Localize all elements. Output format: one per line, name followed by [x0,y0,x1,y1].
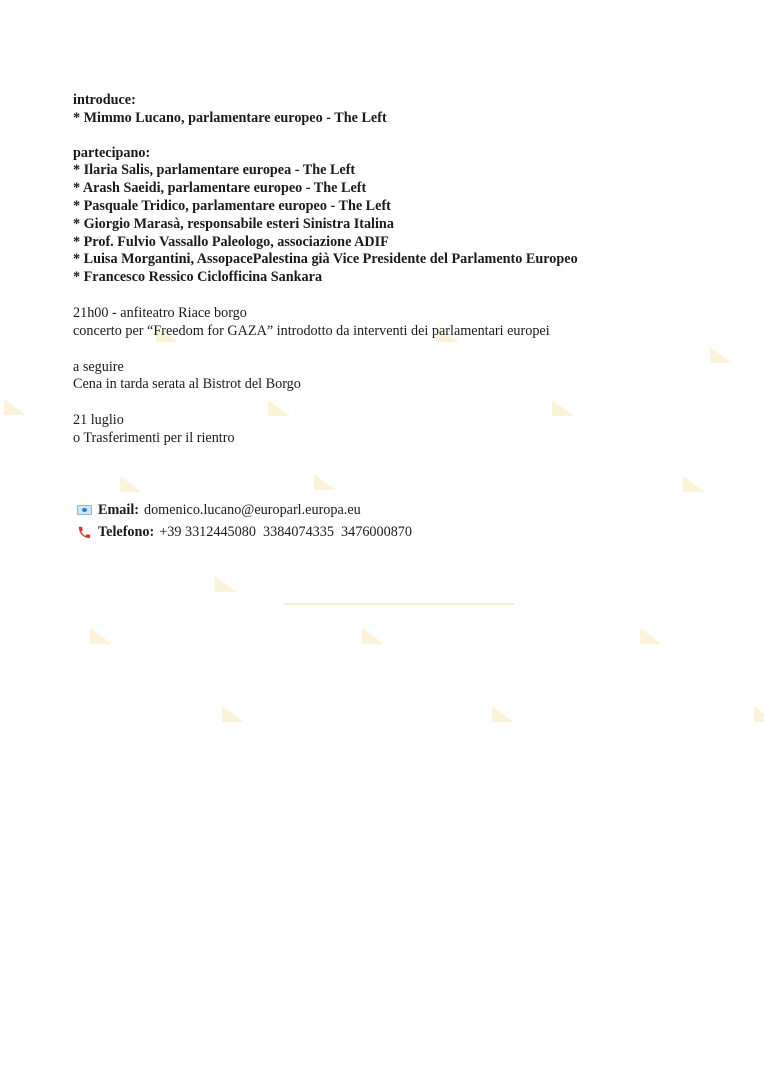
participant-item: * Luisa Morgantini, AssopacePalestina già Vice Presidente del Parlamento Europeo [73,251,578,268]
participant-item: * Arash Saeidi, parlamentare europeo - The Left [73,180,367,197]
email-link[interactable]: domenico.lucano@europarl.europa.eu [143,502,361,518]
phone-numbers[interactable]: +39 3312445080 3384074335 3476000870 [159,524,412,540]
dinner-intro: a seguire [73,358,124,375]
intro-item: * Mimmo Lucano, parlamentare europeo - The Left [73,109,387,126]
phone-icon [76,525,92,539]
intro-heading: introduce: [73,92,136,108]
document-body [73,92,578,448]
email-label: Email: [98,502,139,518]
concert-time: 21h00 - anfiteatro Riace borgo [73,304,247,321]
email-icon [76,503,92,517]
participant-item: * Ilaria Salis, parlamentare europea - The Left [73,162,356,179]
concert-description: concerto per “Freedom for GAZA” introdotto da interventi dei parlamentari europei [73,322,550,339]
day-description: o Trasferimenti per il rientro [73,429,235,446]
participants-heading: partecipano: [73,144,151,161]
participant-item: * Prof. Fulvio Vassallo Paleologo, associazione ADIF [73,233,389,250]
email-row [76,499,412,521]
phone-label: Telefono: [98,524,155,540]
day-date: 21 luglio [73,412,124,429]
dinner-description: Cena in tarda serata al Bistrot del Borgo [73,376,301,393]
participant-item: * Francesco Ressico Ciclofficina Sankara [73,269,323,286]
participant-item: * Giorgio Marasà, responsabile esteri Sinistra Italina [73,215,394,232]
contact-block [76,499,412,543]
phone-row [76,521,412,543]
participant-item: * Pasquale Tridico, parlamentare europeo - The Left [73,197,391,214]
